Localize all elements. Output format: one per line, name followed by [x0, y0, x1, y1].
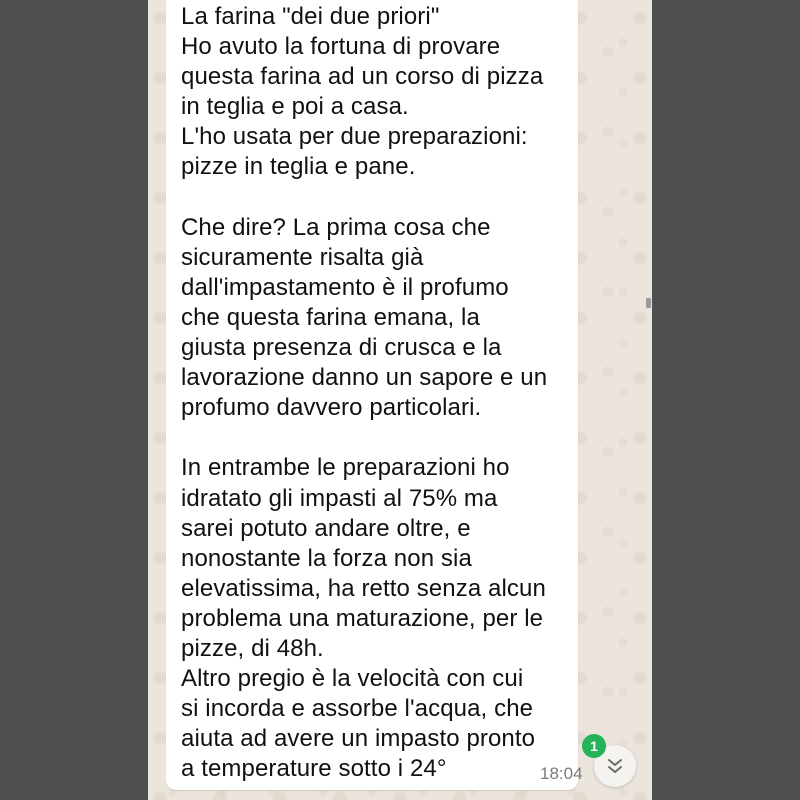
message-timestamp: 18:04 — [540, 764, 583, 783]
message-text: La farina "dei due priori" Ho avuto la fortuna di provare questa farina ad un corso di pizza in teglia e poi a casa. L'ho usata per due preparazioni: pizze in teglia e pane. Che dire? La prima cosa che sicuramente risalta già dall'impastamento è il profumo che questa farina emana, la giusta presenza di crusca e la lavorazione danno un sapore e un profumo davvero particolari. In entrambe le preparazioni ho idratato gli impasti al 75% ma sarei potuto andare oltre, e nonostante la forza non sia elevatissima, ha retto senza alcun problema una maturazione, per le pizze, di 48h. Altro pregio è la velocità con cui si incorda e assorbe l'acqua, che aiuta ad avere un impasto pronto a temperature sotto i 24° — [181, 3, 548, 783]
unread-count-badge: 1 — [582, 734, 606, 758]
left-letterbox — [0, 0, 148, 800]
message-bubble[interactable] — [166, 0, 583, 790]
double-chevron-down-icon — [605, 756, 625, 776]
chat-area[interactable] — [148, 0, 652, 800]
scroll-indicator[interactable] — [646, 298, 651, 308]
right-letterbox — [652, 0, 800, 800]
